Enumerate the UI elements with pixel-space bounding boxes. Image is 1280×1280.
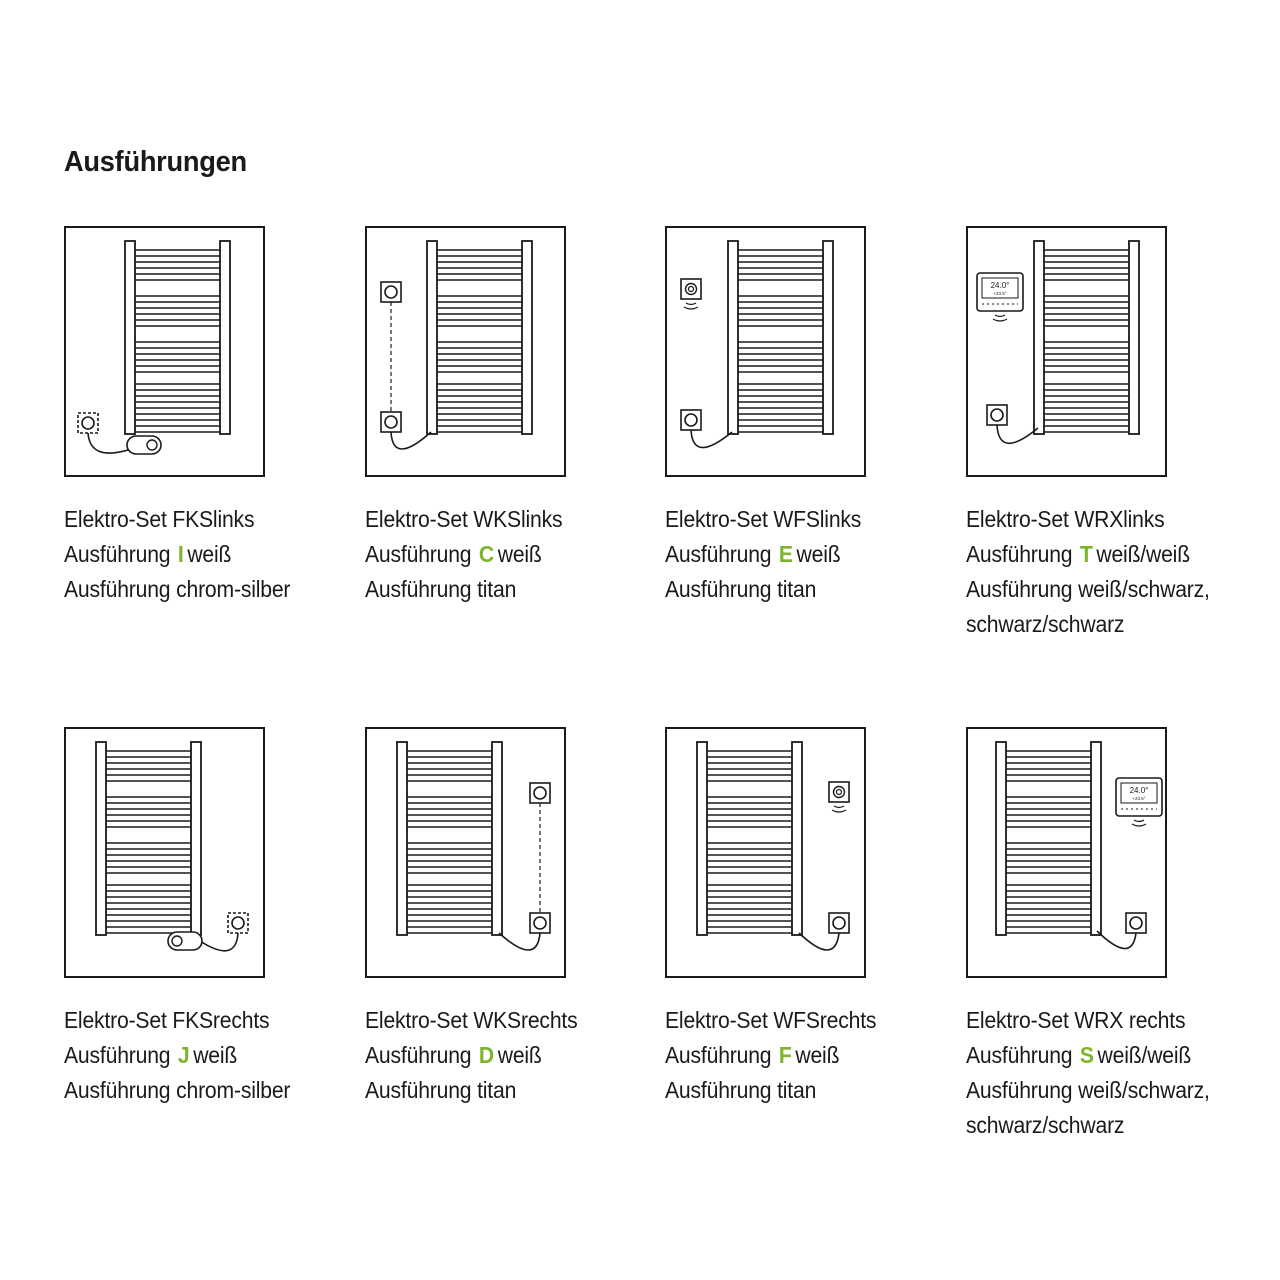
variant-code-line — [365, 1038, 578, 1073]
variant-caption — [64, 502, 290, 607]
variant-finish: weiß — [193, 1042, 238, 1068]
variant-option-line: Ausführung titan — [365, 576, 517, 602]
variant-caption — [365, 1003, 578, 1108]
variant-code-letter: T — [1079, 541, 1093, 567]
svg-text:24.0°: 24.0° — [1129, 786, 1149, 795]
variant-code-line — [966, 1038, 1210, 1073]
variant-finish: weiß — [796, 541, 841, 567]
variant-name: Elektro-Set WFSrechts — [665, 1007, 877, 1033]
wfs-radiator-left-icon — [665, 226, 866, 477]
page-title: Ausführungen — [64, 146, 247, 178]
variant-code-letter: J — [177, 1042, 190, 1068]
fks-radiator-left-icon — [64, 226, 265, 477]
variant-code-letter: E — [778, 541, 793, 567]
variant-finish: weiß — [497, 541, 542, 567]
variant-name: Elektro-Set WFSlinks — [665, 506, 862, 532]
variant-name: Elektro-Set WKSrechts — [365, 1007, 578, 1033]
variant-code-letter: D — [478, 1042, 495, 1068]
variant-option-line: schwarz/schwarz — [966, 611, 1125, 637]
variant-option-line: Ausführung weiß/schwarz, — [966, 576, 1210, 602]
variant-code-prefix: Ausführung — [365, 541, 472, 567]
variant-name: Elektro-Set FKSlinks — [64, 506, 255, 532]
wks-radiator-right-icon — [365, 727, 566, 978]
variant-finish: weiß — [795, 1042, 840, 1068]
variant-code-line — [966, 537, 1210, 572]
fks-radiator-right-icon — [64, 727, 265, 978]
variant-name: Elektro-Set WRXlinks — [966, 506, 1165, 532]
variant-finish: weiß — [497, 1042, 542, 1068]
variant-finish: weiß/weiß — [1096, 541, 1190, 567]
variant-caption — [365, 502, 562, 607]
variant-caption — [665, 502, 861, 607]
variant-name: Elektro-Set FKSrechts — [64, 1007, 270, 1033]
variant-option-line: Ausführung chrom-silber — [64, 576, 291, 602]
variant-code-line — [64, 537, 290, 572]
variant-name: Elektro-Set WKSlinks — [365, 506, 563, 532]
variant-code-line — [665, 537, 861, 572]
wfs-radiator-right-icon — [665, 727, 866, 978]
wrx-radiator-right-icon — [966, 727, 1167, 978]
svg-text:24.0°: 24.0° — [990, 281, 1010, 290]
variant-code-prefix: Ausführung — [966, 1042, 1073, 1068]
variant-code-letter: I — [177, 541, 184, 567]
variant-code-line — [665, 1038, 876, 1073]
variant-option-line: Ausführung chrom-silber — [64, 1077, 291, 1103]
variant-code-prefix: Ausführung — [665, 541, 772, 567]
variant-code-letter: S — [1079, 1042, 1094, 1068]
variant-caption — [665, 1003, 876, 1108]
variant-option-line: Ausführung titan — [665, 576, 817, 602]
variant-finish: weiß/weiß — [1097, 1042, 1192, 1068]
svg-text:+23.5°: +23.5° — [1132, 796, 1146, 801]
variant-option-line: Ausführung weiß/schwarz, — [966, 1077, 1210, 1103]
variant-caption — [966, 1003, 1210, 1143]
variant-code-line — [365, 537, 562, 572]
svg-text:+23.5°: +23.5° — [993, 291, 1007, 296]
variant-code-prefix: Ausführung — [365, 1042, 472, 1068]
variant-code-letter: C — [478, 541, 495, 567]
variant-caption — [64, 1003, 290, 1108]
variant-code-prefix: Ausführung — [64, 541, 171, 567]
variant-option-line: Ausführung titan — [665, 1077, 817, 1103]
variant-caption — [966, 502, 1210, 642]
variant-code-line — [64, 1038, 290, 1073]
variant-code-prefix: Ausführung — [966, 541, 1073, 567]
variant-code-letter: F — [778, 1042, 792, 1068]
wrx-radiator-left-icon — [966, 226, 1167, 477]
variant-name: Elektro-Set WRX rechts — [966, 1007, 1186, 1033]
variant-finish: weiß — [187, 541, 232, 567]
wks-radiator-left-icon — [365, 226, 566, 477]
variant-option-line: schwarz/schwarz — [966, 1112, 1125, 1138]
variant-code-prefix: Ausführung — [64, 1042, 171, 1068]
variant-option-line: Ausführung titan — [365, 1077, 517, 1103]
variant-code-prefix: Ausführung — [665, 1042, 772, 1068]
